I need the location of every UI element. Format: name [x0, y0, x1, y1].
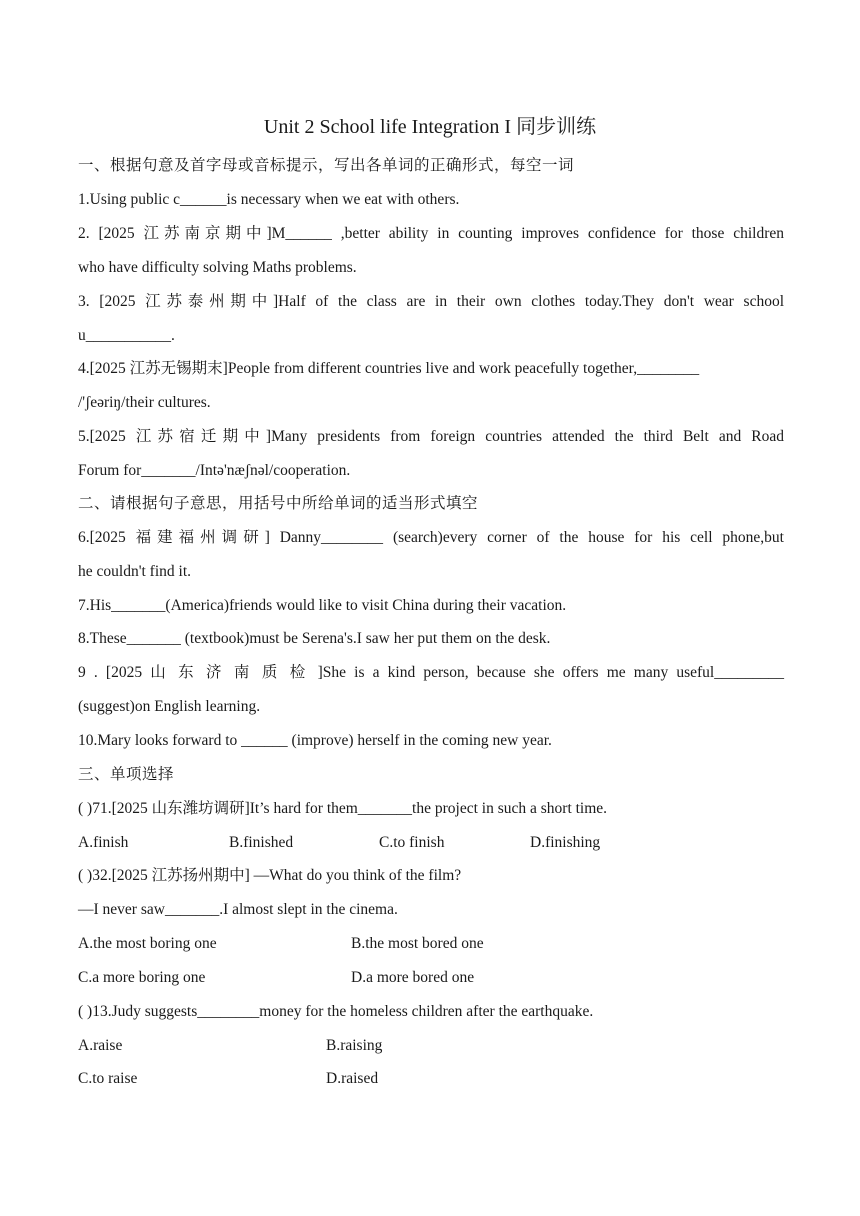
question-5-line-1: 5.[2025 江苏宿迁期中]Many presidents from foreign countries attended the third Belt and Road — [78, 428, 784, 445]
question-3-line-1: 3. [2025 江苏泰州期中]Half of the class are in their own clothes today.They don't wear school — [78, 293, 784, 310]
question-32-reply: —I never saw_______.I almost slept in the cinema. — [78, 901, 398, 918]
question-71-option-b: B.finished — [229, 834, 294, 851]
question-2-line-1: 2. [2025 江苏南京期中]M______ ,better ability in counting improves confidence for those children — [78, 225, 784, 242]
section-3-heading: 三、单项选择 — [78, 766, 175, 783]
question-32-option-b: B.the most bored one — [351, 935, 484, 952]
question-71-option-c: C.to finish — [379, 834, 445, 851]
question-6-line-1: 6.[2025 福建福州调研] Danny________ (search)every corner of the house for his cell phone,but — [78, 529, 784, 546]
section-1-heading: 一、根据句意及首字母或音标提示，写出各单词的正确形式，每空一词 — [78, 157, 575, 174]
question-71-option-a: A.finish — [78, 834, 129, 851]
question-9-line-2: (suggest)on English learning. — [78, 698, 261, 715]
question-5-line-2: Forum for_______/Intə'næʃnəl/cooperation. — [78, 462, 351, 479]
question-10: 10.Mary looks forward to ______ (improve) herself in the coming new year. — [78, 732, 552, 749]
question-6-line-2: he couldn't find it. — [78, 563, 191, 580]
question-13-option-d: D.raised — [326, 1070, 379, 1087]
page-title: Unit 2 School life Integration I 同步训练 — [263, 116, 597, 138]
question-4-line-1: 4.[2025 江苏无锡期末]People from different countries live and work peacefully together,________ — [78, 360, 700, 377]
question-32-option-a: A.the most boring one — [78, 935, 217, 952]
question-13-stem: ( )13.Judy suggests________money for the homeless children after the earthquake. — [78, 1003, 594, 1020]
question-32-option-d: D.a more bored one — [351, 969, 475, 986]
question-13-option-a: A.raise — [78, 1037, 123, 1054]
question-32-stem: ( )32.[2025 江苏扬州期中] —What do you think of the film? — [78, 867, 462, 884]
question-71-stem: ( )71.[2025 山东潍坊调研]It’s hard for them_______the project in such a short time. — [78, 800, 608, 817]
question-7: 7.His_______(America)friends would like to visit China during their vacation. — [78, 597, 567, 614]
question-3-line-2: u___________. — [78, 327, 175, 344]
question-1: 1.Using public c______is necessary when we eat with others. — [78, 191, 460, 208]
question-8: 8.These_______ (textbook)must be Serena's.I saw her put them on the desk. — [78, 630, 551, 647]
question-4-line-2: /'ʃeəriŋ/their cultures. — [78, 394, 211, 411]
question-13-option-c: C.to raise — [78, 1070, 138, 1087]
section-2-heading: 二、请根据句子意思，用括号中所给单词的适当形式填空 — [78, 495, 479, 512]
question-9-line-1: 9 . [2025 山 东 济 南 质 检 ]She is a kind person, because she offers me many useful_________ — [78, 664, 784, 681]
question-13-option-b: B.raising — [326, 1037, 383, 1054]
question-2-line-2: who have difficulty solving Maths problems. — [78, 259, 357, 276]
question-71-option-d: D.finishing — [530, 834, 601, 851]
question-32-option-c: C.a more boring one — [78, 969, 206, 986]
